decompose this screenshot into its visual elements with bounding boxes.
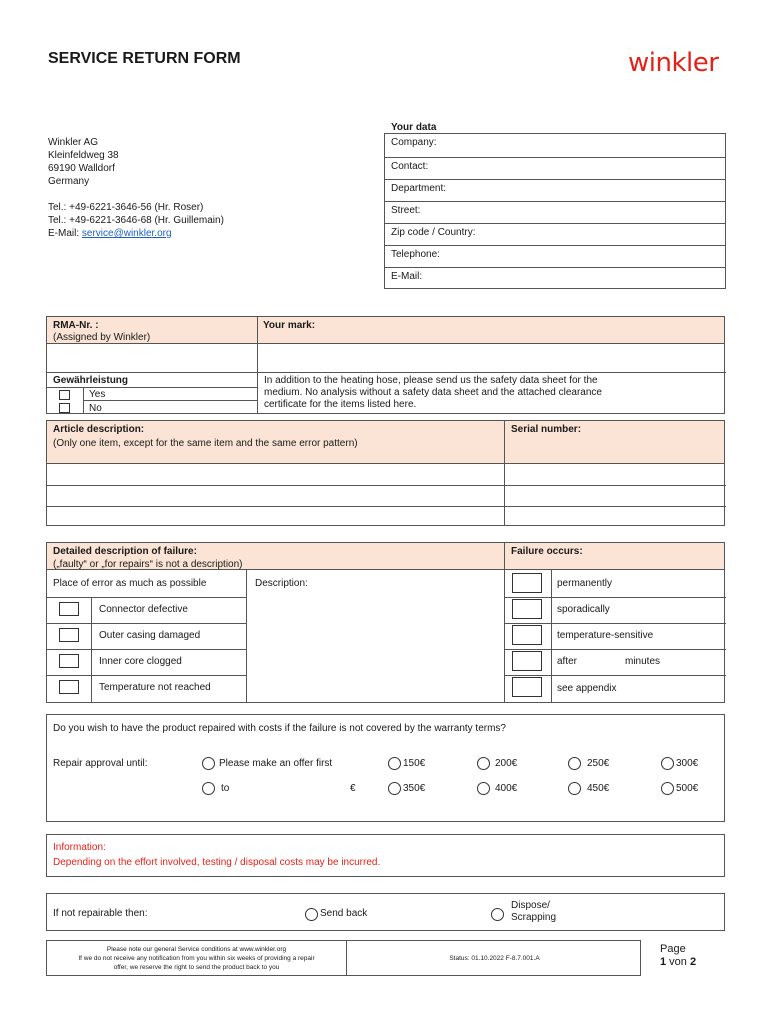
place-item: Inner core clogged <box>99 656 182 667</box>
page-label: Page <box>660 943 686 955</box>
place-item: Outer casing damaged <box>99 630 201 641</box>
amount-250-radio[interactable] <box>568 757 581 770</box>
article-sub: (Only one item, except for the same item and the same error pattern) <box>53 438 358 449</box>
occurrence-item: after <box>557 656 578 667</box>
permanently-checkbox[interactable] <box>512 573 542 593</box>
address-line: Kleinfeldweg 38 <box>48 150 119 161</box>
repair-section <box>46 714 725 822</box>
email-label: E-Mail: <box>48 228 82 239</box>
amount-300-radio[interactable] <box>661 757 674 770</box>
warranty-yes-label: Yes <box>89 389 106 400</box>
amount-400-radio[interactable] <box>477 782 490 795</box>
warranty-label: Gewährleistung <box>53 375 129 386</box>
telephone-field[interactable]: Telephone: <box>385 246 725 268</box>
amount-450-radio[interactable] <box>568 782 581 795</box>
warranty-no-label: No <box>89 403 102 414</box>
article-label: Article description: <box>53 424 145 435</box>
amount-200-label: 200€ <box>495 758 518 769</box>
safety-sheet-note: In addition to the heating hose, please send us the safety data sheet for the medium. No analysis without a safety data sheet and the attached clearance certificate for the items listed here. <box>264 375 602 410</box>
your-data-box <box>384 133 726 289</box>
information-label: Information: <box>53 842 106 853</box>
amount-150-label: 150€ <box>403 758 426 769</box>
send-back-label: Send back <box>320 908 368 919</box>
street-field[interactable]: Street: <box>385 202 725 224</box>
serial-input[interactable] <box>505 464 724 526</box>
company-field[interactable]: Company: <box>385 134 725 158</box>
failure-sub: („faulty“ or „for repairs“ is not a description) <box>53 559 243 570</box>
description-input[interactable] <box>247 591 504 703</box>
warranty-yes-checkbox[interactable] <box>59 390 70 400</box>
failure-occurs-label: Failure occurs: <box>511 546 583 557</box>
page-total: 2 <box>689 956 697 968</box>
repair-question: Do you wish to have the product repaired with costs if the failure is not covered by the warranty terms? <box>53 723 506 734</box>
after-minutes-checkbox[interactable] <box>512 651 542 671</box>
amount-150-radio[interactable] <box>388 757 401 770</box>
inner-core-checkbox[interactable] <box>59 654 79 668</box>
page-indicator <box>660 943 696 969</box>
sporadically-checkbox[interactable] <box>512 599 542 619</box>
custom-amount-input[interactable] <box>237 781 347 797</box>
address-line: 69190 Walldorf <box>48 163 115 174</box>
phone-roser: Tel.: +49-6221-3646-56 (Hr. Roser) <box>48 202 204 213</box>
email-link[interactable]: service@winkler.org <box>81 228 172 239</box>
not-repairable-label: If not repairable then: <box>53 908 148 919</box>
amount-350-label: 350€ <box>403 783 426 794</box>
occurrence-item: sporadically <box>557 604 610 615</box>
amount-500-label: 500€ <box>676 783 699 794</box>
service-conditions-note: Please note our general Service conditions at www.winkler.org If we do not receive any notification from you within six weeks of providing a repair offer, we reserve the right to send the product back to you <box>78 946 315 971</box>
scrapping-label: Scrapping <box>511 912 557 923</box>
occurrence-item: see appendix <box>557 683 617 694</box>
temperature-checkbox[interactable] <box>59 680 79 694</box>
place-item: Connector defective <box>99 604 188 615</box>
phone-guillemain: Tel.: +49-6221-3646-68 (Hr. Guillemain) <box>48 215 224 226</box>
not-repairable-box <box>46 893 725 931</box>
your-mark-label: Your mark: <box>263 320 316 331</box>
article-section <box>46 420 725 526</box>
occurrence-item: temperature-sensitive <box>557 630 654 641</box>
to-label: to <box>221 783 230 794</box>
dispose-radio[interactable] <box>491 908 504 921</box>
your-mark-input[interactable] <box>258 344 724 372</box>
repair-approval-label: Repair approval until: <box>53 758 148 769</box>
failure-section <box>46 542 725 703</box>
occurrence-item: permanently <box>557 578 613 589</box>
description-label: Description: <box>255 578 308 589</box>
address-line: Winkler AG <box>48 137 99 148</box>
form-status: Status: 01.10.2022 F-8.7.001.A <box>449 955 540 962</box>
rma-section <box>46 316 725 414</box>
rma-sub: (Assigned by Winkler) <box>53 332 151 343</box>
amount-300-label: 300€ <box>676 758 699 769</box>
information-text: Depending on the effort involved, testing / disposal costs may be incurred. <box>53 857 381 868</box>
temperature-sensitive-checkbox[interactable] <box>512 625 542 645</box>
article-input[interactable] <box>47 464 504 526</box>
outer-casing-checkbox[interactable] <box>59 628 79 642</box>
offer-first-label: Please make an offer first <box>219 758 333 769</box>
page-of: von <box>666 956 690 968</box>
footer-box <box>46 940 641 976</box>
contact-field[interactable]: Contact: <box>385 158 725 180</box>
information-box <box>46 834 725 877</box>
offer-first-radio[interactable] <box>202 757 215 770</box>
amount-450-label: 450€ <box>587 783 610 794</box>
amount-500-radio[interactable] <box>661 782 674 795</box>
failure-label: Detailed description of failure: <box>53 546 197 557</box>
amount-200-radio[interactable] <box>477 757 490 770</box>
zip-country-field[interactable]: Zip code / Country: <box>385 224 725 246</box>
dispose-label: Dispose/ <box>511 900 550 911</box>
custom-amount-radio[interactable] <box>202 782 215 795</box>
amount-400-label: 400€ <box>495 783 518 794</box>
amount-350-radio[interactable] <box>388 782 401 795</box>
department-field[interactable]: Department: <box>385 180 725 202</box>
rma-label: RMA-Nr. : <box>53 320 99 331</box>
minutes-label: minutes <box>625 656 661 667</box>
rma-number-input[interactable] <box>47 344 257 372</box>
euro-label: € <box>350 783 356 794</box>
serial-label: Serial number: <box>511 424 582 435</box>
form-title: SERVICE RETURN FORM <box>48 50 241 67</box>
amount-250-label: 250€ <box>587 758 610 769</box>
page-number: 1 <box>660 956 667 968</box>
your-mark-header <box>257 317 724 344</box>
see-appendix-checkbox[interactable] <box>512 677 542 697</box>
address-line: Germany <box>48 176 90 187</box>
warranty-no-checkbox[interactable] <box>59 403 70 413</box>
winkler-logo: winkler <box>628 48 719 78</box>
place-item: Temperature not reached <box>99 682 211 693</box>
your-data-heading: Your data <box>391 122 437 133</box>
company-address <box>48 136 224 240</box>
place-of-error-label: Place of error as much as possible <box>53 578 207 589</box>
connector-defective-checkbox[interactable] <box>59 602 79 616</box>
send-back-radio[interactable] <box>305 908 318 921</box>
email-field[interactable]: E-Mail: <box>391 271 423 282</box>
